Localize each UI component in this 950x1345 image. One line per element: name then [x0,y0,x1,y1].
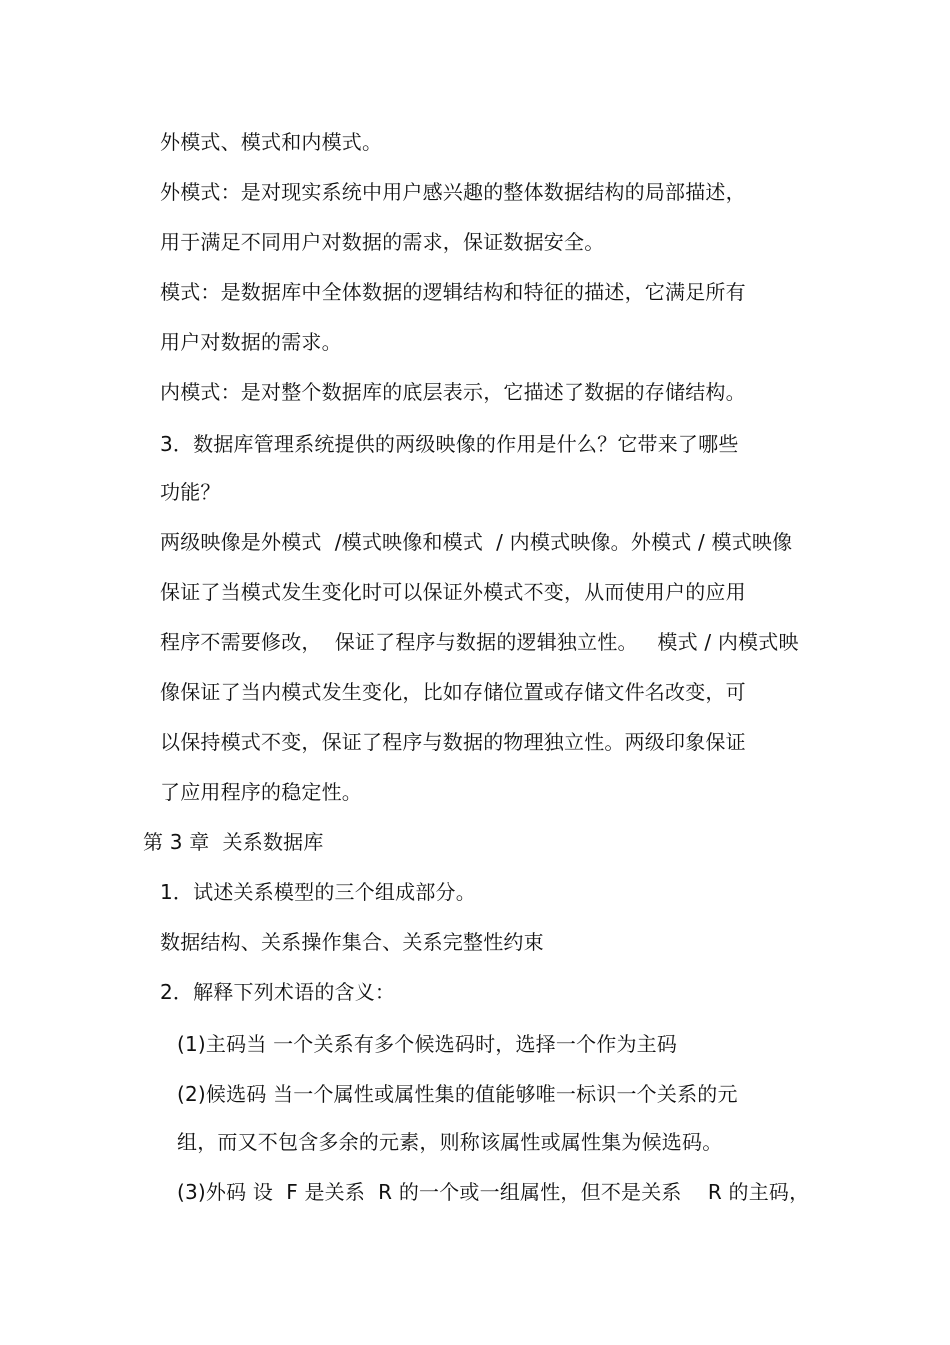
text-line: 内模式：是对整个数据库的底层表示，它描述了数据的存储结构。 [160,380,746,404]
chapter-heading: 第 3 章 关系数据库 [143,830,324,854]
text-line: 组，而又不包含多余的元素，则称该属性或属性集为候选码。 [177,1130,723,1154]
text-line: 了应用程序的稳定性。 [160,780,362,804]
text-line: 保证了当模式发生变化时可以保证外模式不变，从而使用户的应用 [160,580,746,604]
text-line: 以保持模式不变，保证了程序与数据的物理独立性。两级印象保证 [160,730,746,754]
term-line: (2)候选码 当一个属性或属性集的值能够唯一标识一个关系的元 [177,1082,738,1106]
text-line: 外模式、模式和内模式。 [160,130,383,154]
term-line: (1)主码当 一个关系有多个候选码时，选择一个作为主码 [177,1032,678,1056]
text-line: 外模式：是对现实系统中用户感兴趣的整体数据结构的局部描述， [160,180,746,204]
text-line: 程序不需要修改， 保证了程序与数据的逻辑独立性。 模式 / 内模式映 [160,630,799,654]
text-line: 用户对数据的需求。 [160,330,342,354]
text-line: 数据结构、关系操作集合、关系完整性约束 [160,930,544,954]
text-line: 两级映像是外模式 /模式映像和模式 / 内模式映像。外模式 / 模式映像 [160,530,793,554]
question-line: 2．解释下列术语的含义： [160,980,396,1004]
text-line: 像保证了当内模式发生变化，比如存储位置或存储文件名改变，可 [160,680,746,704]
question-line: 3．数据库管理系统提供的两级映像的作用是什么？它带来了哪些 [160,432,739,456]
text-line: 模式：是数据库中全体数据的逻辑结构和特征的描述，它满足所有 [160,280,746,304]
question-line: 1．试述关系模型的三个组成部分。 [160,880,476,904]
text-line: 用于满足不同用户对数据的需求，保证数据安全。 [160,230,605,254]
term-line: (3)外码 设 F 是关系 R 的一个或一组属性，但不是关系 R 的主码， [177,1180,810,1204]
question-line: 功能？ [160,480,221,504]
